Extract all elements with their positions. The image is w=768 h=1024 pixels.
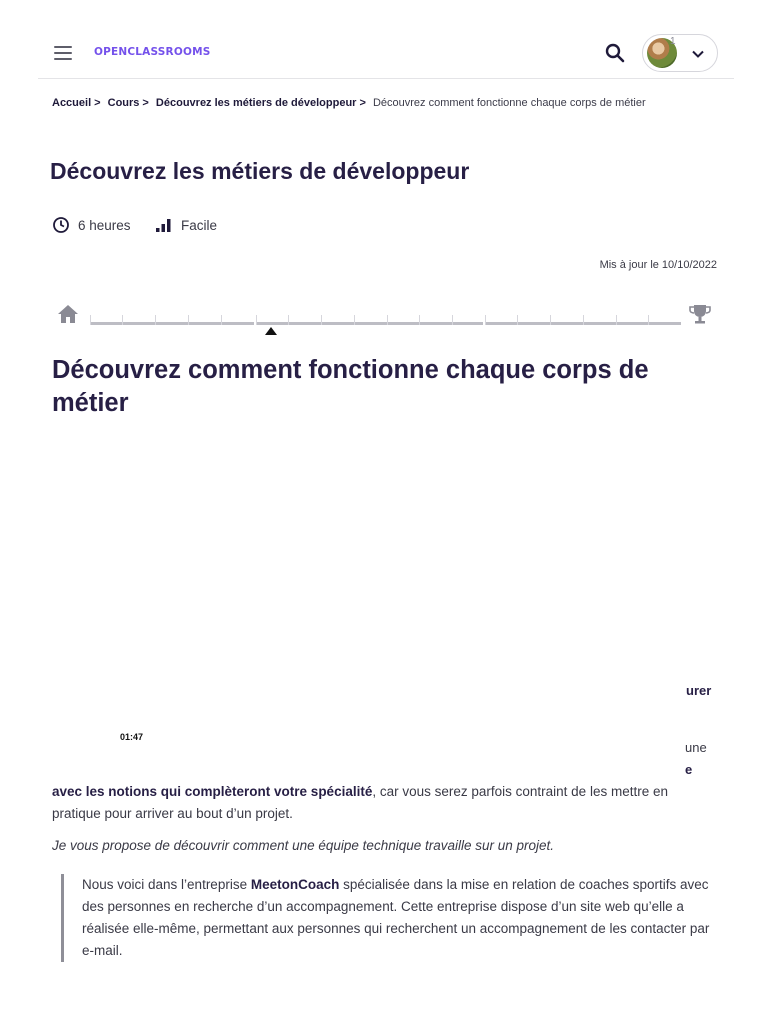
current-position-marker bbox=[265, 327, 277, 335]
course-level-text: Facile bbox=[181, 217, 218, 233]
course-title: Découvrez les métiers de développeur bbox=[50, 158, 470, 184]
progress-section-3[interactable] bbox=[485, 315, 681, 325]
quote-text-end: spécialisée dans la mise en relation de coaches sportifs avec des personnes en recherche d’un accompagnement. Cette entreprise dispose d’un site web qu’elle a réalisée elle-même, permettant aux personnes qui recherchent un accompagnement de les contacter par e-mail. bbox=[82, 877, 710, 958]
lesson-paragraph bbox=[52, 781, 716, 825]
paragraph-bold-text: avec les notions qui complèteront votre spécialité bbox=[52, 784, 373, 799]
text-fragment: une bbox=[685, 740, 707, 755]
breadcrumb-current-page: Découvrez comment fonctionne chaque corps de métier bbox=[372, 97, 646, 109]
chevron-down-icon bbox=[691, 47, 705, 61]
quote-text-start: Nous voici dans l’entreprise bbox=[82, 877, 251, 892]
chapter-title: Découvrez comment fonctionne chaque corps de métier bbox=[52, 356, 649, 417]
clock-icon bbox=[52, 216, 70, 234]
account-menu-button[interactable] bbox=[642, 34, 718, 72]
course-level bbox=[155, 216, 217, 234]
course-duration bbox=[52, 216, 131, 234]
paragraph-text: , car vous serez parfois contraint de les mettre en pratique pour arriver au bout d’un projet. bbox=[52, 784, 668, 821]
breadcrumb bbox=[52, 97, 646, 109]
signal-bars-icon bbox=[155, 216, 173, 234]
progress-section-2[interactable] bbox=[256, 315, 483, 325]
last-updated-text: Mis à jour le 10/10/2022 bbox=[599, 259, 717, 271]
breadcrumb-separator: > bbox=[94, 97, 101, 109]
hamburger-menu-icon[interactable] bbox=[54, 46, 74, 60]
breadcrumb-courses-link[interactable]: Cours bbox=[107, 97, 140, 109]
home-icon[interactable] bbox=[56, 303, 80, 325]
video-time: 01:47 bbox=[120, 732, 144, 742]
breadcrumb-course-link[interactable]: Découvrez les métiers de développeur bbox=[155, 97, 357, 109]
text-fragment: urer bbox=[686, 683, 712, 698]
openclassrooms-logo[interactable]: OPENCLASSROOMS bbox=[94, 46, 211, 58]
breadcrumb-home-link[interactable]: Accueil bbox=[52, 97, 92, 109]
company-name: MeetonCoach bbox=[250, 877, 340, 892]
breadcrumb-separator: > bbox=[359, 97, 366, 109]
scenario-blockquote bbox=[61, 874, 717, 962]
breadcrumb-separator: > bbox=[142, 97, 149, 109]
course-progress-bar bbox=[56, 301, 716, 341]
notification-count: 1 bbox=[670, 36, 676, 47]
search-icon[interactable] bbox=[604, 42, 626, 64]
trophy-icon[interactable] bbox=[688, 303, 712, 325]
text-fragment: e bbox=[685, 762, 693, 777]
course-duration-text: 6 heures bbox=[78, 217, 131, 233]
video-player[interactable] bbox=[52, 430, 716, 760]
intro-italic-text: Je vous propose de découvrir comment une équipe technique travaille sur un projet. bbox=[52, 838, 555, 853]
top-navigation-bar bbox=[38, 28, 734, 79]
progress-section-1[interactable] bbox=[90, 315, 254, 325]
